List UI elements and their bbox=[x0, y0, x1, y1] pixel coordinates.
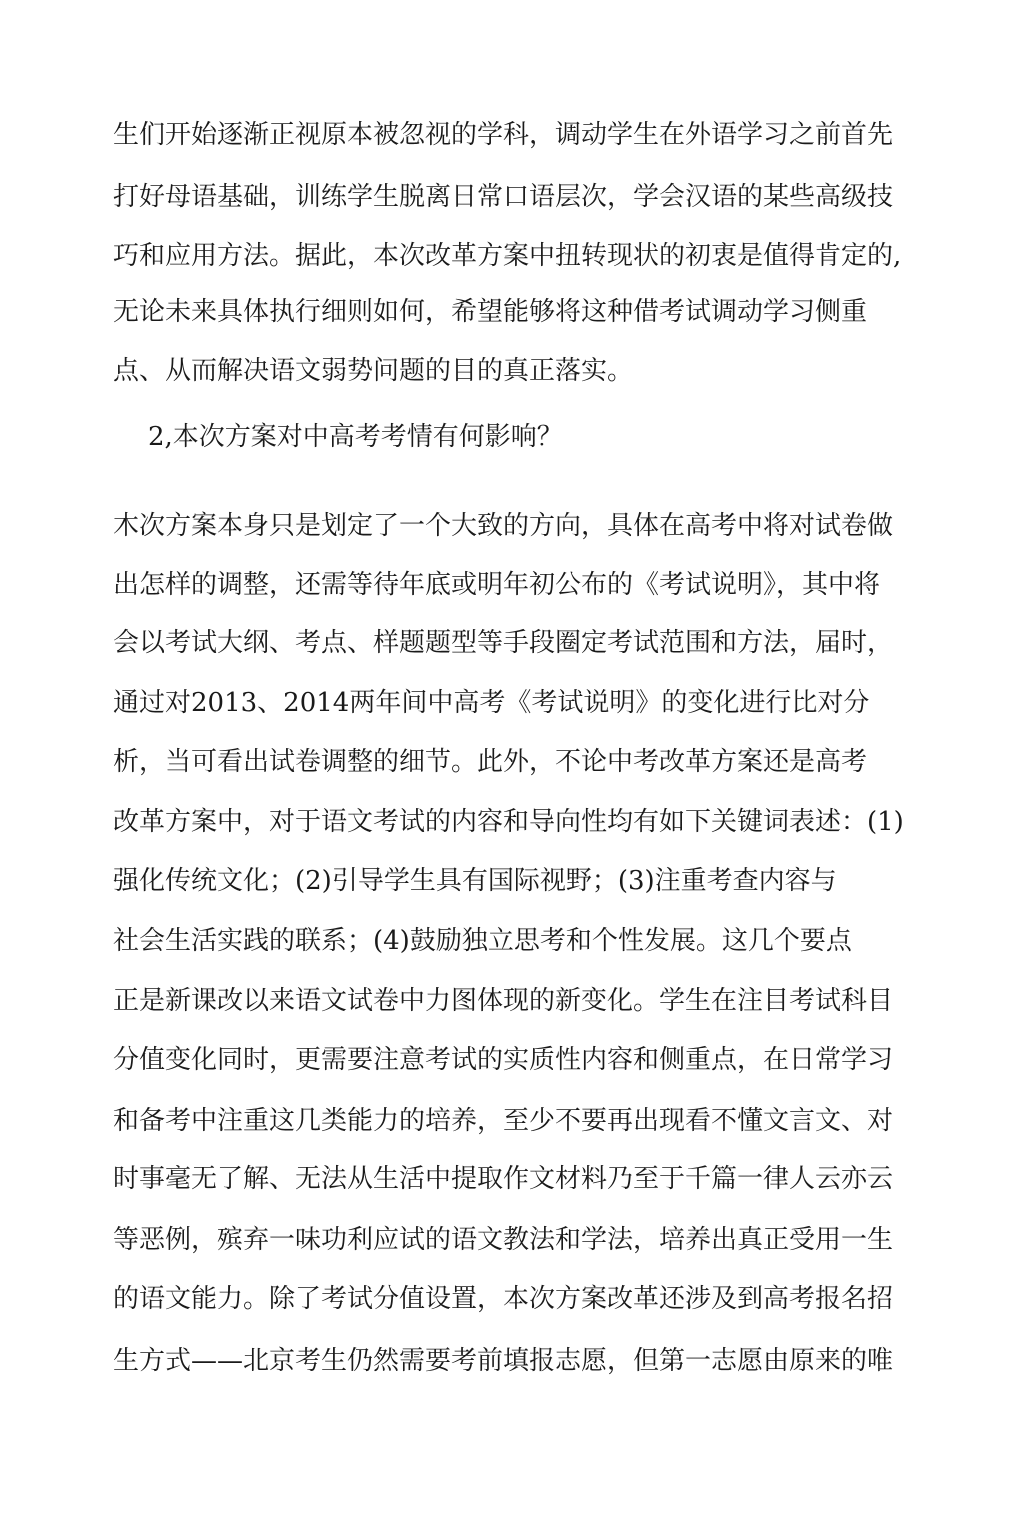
paragraph2-line-2: 出怎样的调整，还需等待年底或明年初公布的《考试说明》，其中将 bbox=[113, 570, 881, 600]
section-heading: 2,本次方案对中高考考情有何影响？ bbox=[148, 422, 563, 452]
paragraph2-line-8: 社会生活实践的联系；(4)鼓励独立思考和个性发展。这几个要点 bbox=[113, 926, 852, 956]
paragraph1-line-1: 生们开始逐渐正视原本被忽视的学科，调动学生在外语学习之前首先 bbox=[113, 120, 894, 150]
paragraph2-line-1: 木次方案本身只是划定了一个大致的方向，具体在高考中将对试卷做 bbox=[113, 511, 894, 541]
paragraph1-line-5: 点、从而解决语文弱势问题的目的真正落实。 bbox=[113, 356, 634, 386]
paragraph1-line-2: 打好母语基础，训练学生脱离日常口语层次，学会汉语的某些高级技 bbox=[113, 182, 894, 212]
paragraph2-line-11: 和备考中注重这几类能力的培养，至少不要再出现看不懂文言文、对 bbox=[113, 1106, 894, 1136]
paragraph1-line-3: 巧和应用方法。据此，本次改革方案中扭转现状的初衷是值得肯定的, bbox=[113, 241, 902, 271]
paragraph2-line-6: 改革方案中，对于语文考试的内容和导向性均有如下关键词表述：(1) bbox=[113, 807, 904, 837]
paragraph2-line-12: 时事毫无了解、无法从生活中提取作文材料乃至于千篇一律人云亦云 bbox=[113, 1164, 894, 1194]
paragraph2-line-4: 通过对2013、2014两年间中高考《考试说明》的变化进行比对分 bbox=[113, 688, 870, 718]
paragraph2-line-10: 分值变化同时，更需要注意考试的实质性内容和侧重点，在日常学习 bbox=[113, 1045, 894, 1075]
paragraph2-line-5: 析，当可看出试卷调整的细节。此外，不论中考改革方案还是高考 bbox=[113, 747, 868, 777]
paragraph2-line-15: 生方式——北京考生仍然需要考前填报志愿，但第一志愿由原来的唯 bbox=[113, 1346, 894, 1376]
paragraph2-line-14: 的语文能力。除了考试分值设置，本次方案改革还涉及到高考报名招 bbox=[113, 1284, 894, 1314]
paragraph2-line-3: 会以考试大纲、考点、样题题型等手段圈定考试范围和方法，届时， bbox=[113, 628, 894, 658]
paragraph1-line-4: 无论未来具体执行细则如何，希望能够将这种借考试调动学习侧重 bbox=[113, 297, 868, 327]
paragraph2-line-13: 等恶例，殡弃一味功利应试的语文教法和学法，培养出真正受用一生 bbox=[113, 1225, 894, 1255]
paragraph2-line-7: 强化传统文化；(2)引导学生具有国际视野；(3)注重考查内容与 bbox=[113, 866, 837, 896]
paragraph2-line-9: 正是新课改以来语文试卷中力图体现的新变化。学生在注目考试科目 bbox=[113, 986, 894, 1016]
